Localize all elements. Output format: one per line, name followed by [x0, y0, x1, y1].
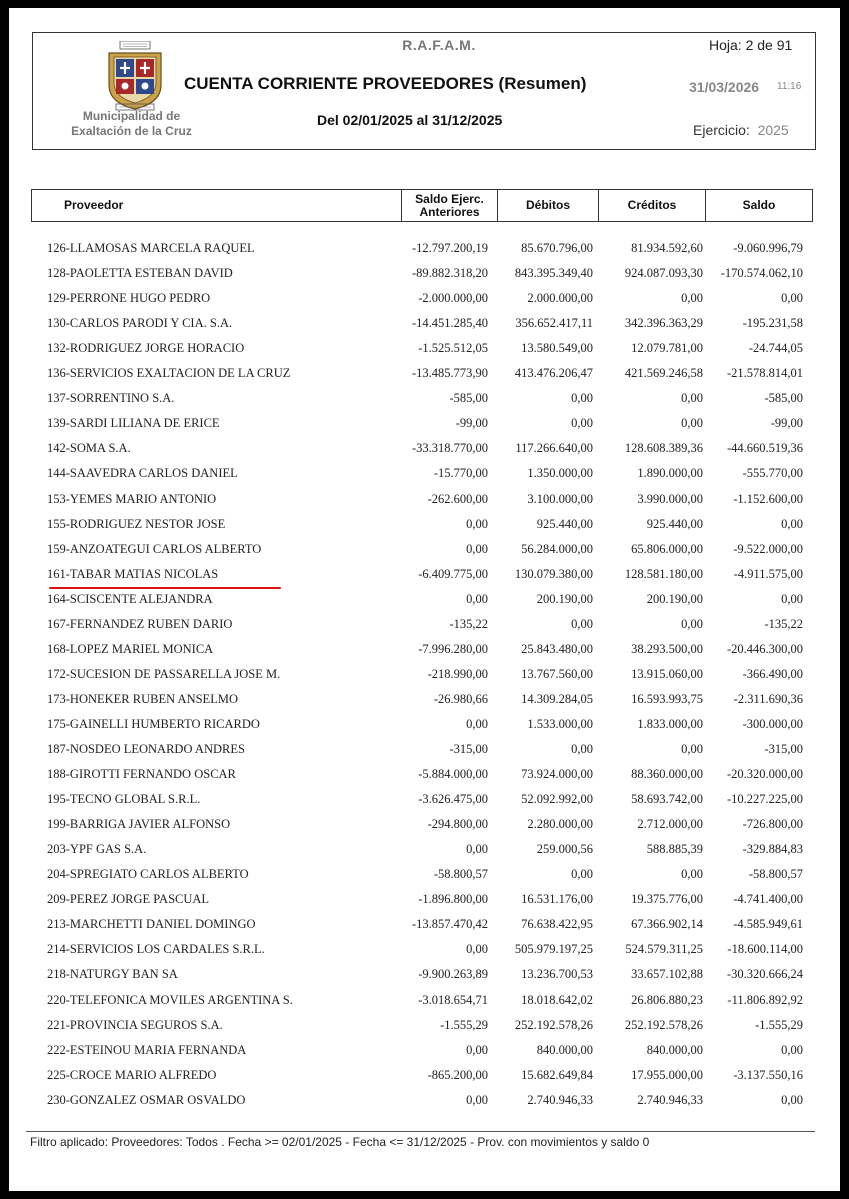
- supplier-name-cell: 144-SAAVEDRA CARLOS DANIEL: [47, 466, 238, 481]
- date-range: Del 02/01/2025 al 31/12/2025: [317, 112, 503, 128]
- previous-balance-cell: -1.555,29: [440, 1017, 488, 1032]
- previous-balance-cell: 0,00: [466, 516, 488, 531]
- supplier-name-cell: 221-PROVINCIA SEGUROS S.A.: [47, 1017, 223, 1032]
- table-row: [9, 466, 840, 491]
- debits-cell: 200.190,00: [536, 591, 593, 606]
- credits-cell: 0,00: [681, 867, 703, 882]
- debits-cell: 843.395.349,40: [514, 266, 593, 281]
- column-header-debitos: Débitos: [497, 189, 599, 222]
- supplier-name-cell: 225-CROCE MARIO ALFREDO: [47, 1067, 217, 1082]
- credits-cell: 924.087.093,30: [624, 266, 703, 281]
- debits-cell: 2.000.000,00: [527, 291, 593, 306]
- previous-balance-cell: -294.800,00: [427, 817, 488, 832]
- debits-cell: 413.476.206,47: [514, 366, 593, 381]
- supplier-name-cell: 199-BARRIGA JAVIER ALFONSO: [47, 817, 231, 832]
- previous-balance-cell: 0,00: [466, 942, 488, 957]
- balance-cell: 0,00: [781, 1042, 803, 1057]
- table-row: [9, 542, 840, 567]
- credits-cell: 2.740.946,33: [637, 1092, 703, 1107]
- credits-cell: 0,00: [681, 291, 703, 306]
- table-row: [9, 416, 840, 441]
- column-header-proveedor: Proveedor: [31, 189, 402, 222]
- credits-cell: 342.396.363,29: [624, 316, 703, 331]
- balance-cell: -135,22: [764, 616, 803, 631]
- debits-cell: 18.018.642,02: [521, 992, 593, 1007]
- credits-cell: 1.833.000,00: [637, 716, 703, 731]
- credits-cell: 13.915.060,00: [631, 666, 703, 681]
- report-title: CUENTA CORRIENTE PROVEEDORES (Resumen): [184, 74, 587, 93]
- balance-cell: -4.741.400,00: [733, 892, 803, 907]
- previous-balance-cell: -135,22: [449, 616, 488, 631]
- balance-cell: -20.446.300,00: [726, 641, 803, 656]
- balance-cell: 0,00: [781, 291, 803, 306]
- supplier-name-cell: 209-PEREZ JORGE PASCUAL: [47, 892, 210, 907]
- debits-cell: 1.350.000,00: [527, 466, 593, 481]
- table-row: [9, 316, 840, 341]
- supplier-name-cell: 204-SPREGIATO CARLOS ALBERTO: [47, 867, 249, 882]
- previous-balance-cell: -585,00: [449, 391, 488, 406]
- supplier-name-cell: 137-SORRENTINO S.A.: [47, 391, 175, 406]
- debits-cell: 16.531.176,00: [521, 892, 593, 907]
- table-row: [9, 366, 840, 391]
- previous-balance-cell: -6.409.775,00: [418, 566, 488, 581]
- balance-cell: -18.600.114,00: [727, 942, 803, 957]
- table-row: [9, 517, 840, 542]
- table-row: [9, 942, 840, 967]
- balance-cell: -10.227.225,00: [726, 792, 803, 807]
- balance-cell: -24.744,05: [748, 341, 803, 356]
- balance-cell: -9.522.000,00: [733, 541, 803, 556]
- credits-cell: 2.712.000,00: [637, 817, 703, 832]
- municipal-crest-logo: [106, 41, 164, 113]
- previous-balance-cell: -26.980,66: [433, 691, 488, 706]
- supplier-name-cell: 168-LOPEZ MARIEL MONICA: [47, 641, 214, 656]
- credits-cell: 588.885,39: [646, 842, 703, 857]
- previous-balance-cell: -3.626.475,00: [418, 792, 488, 807]
- balance-cell: -1.555,29: [755, 1017, 803, 1032]
- previous-balance-cell: 0,00: [466, 1092, 488, 1107]
- balance-cell: -726.800,00: [742, 817, 803, 832]
- balance-cell: -20.320.000,00: [726, 767, 803, 782]
- supplier-name-cell: 136-SERVICIOS EXALTACION DE LA CRUZ: [47, 366, 291, 381]
- page-number: Hoja: 2 de 91: [709, 37, 793, 53]
- fiscal-year: Ejercicio: 2025: [693, 122, 789, 138]
- previous-balance-cell: -3.018.654,71: [418, 992, 488, 1007]
- credits-cell: 0,00: [681, 391, 703, 406]
- supplier-name-cell: 214-SERVICIOS LOS CARDALES S.R.L.: [47, 942, 265, 957]
- balance-cell: -1.152.600,00: [733, 491, 803, 506]
- fiscal-year-value: 2025: [757, 122, 789, 138]
- table-row: [9, 717, 840, 742]
- previous-balance-cell: -5.884.000,00: [418, 767, 488, 782]
- credits-cell: 3.990.000,00: [637, 491, 703, 506]
- debits-cell: 13.580.549,00: [521, 341, 593, 356]
- credits-cell: 0,00: [681, 416, 703, 431]
- credits-cell: 0,00: [681, 742, 703, 756]
- credits-cell: 128.581.180,00: [624, 566, 703, 581]
- highlight-underline: [49, 587, 281, 589]
- debits-cell: 85.670.796,00: [521, 241, 593, 255]
- previous-balance-cell: -218.990,00: [427, 666, 488, 681]
- table-row: [9, 341, 840, 366]
- debits-cell: 117.266.640,00: [515, 441, 593, 456]
- supplier-name-cell: 218-NATURGY BAN SA: [47, 967, 178, 982]
- supplier-name-cell: 128-PAOLETTA ESTEBAN DAVID: [47, 266, 233, 281]
- balance-cell: -366.490,00: [742, 666, 803, 681]
- supplier-name-cell: 139-SARDI LILIANA DE ERICE: [47, 416, 220, 431]
- debits-cell: 56.284.000,00: [521, 541, 593, 556]
- table-row: [9, 667, 840, 692]
- credits-cell: 88.360.000,00: [631, 767, 703, 782]
- balance-cell: 0,00: [781, 591, 803, 606]
- supplier-name-cell: 130-CARLOS PARODI Y CIA. S.A.: [47, 316, 233, 331]
- credits-cell: 81.934.592,60: [631, 241, 703, 255]
- previous-balance-cell: 0,00: [466, 1042, 488, 1057]
- supplier-name-cell: 142-SOMA S.A.: [47, 441, 131, 456]
- balance-cell: -4.585.949,61: [733, 917, 803, 932]
- previous-balance-cell: -99,00: [455, 416, 488, 431]
- previous-balance-cell: -315,00: [449, 742, 488, 756]
- supplier-name-cell: 153-YEMES MARIO ANTONIO: [47, 491, 217, 506]
- debits-cell: 259.000,56: [536, 842, 593, 857]
- table-row: [9, 692, 840, 717]
- debits-cell: 2.740.946,33: [527, 1092, 593, 1107]
- table-row: [9, 842, 840, 867]
- balance-cell: -555.770,00: [742, 466, 803, 481]
- supplier-name-cell: 132-RODRIGUEZ JORGE HORACIO: [47, 341, 245, 356]
- balance-cell: -58.800,57: [748, 867, 803, 882]
- credits-cell: 19.375.776,00: [631, 892, 703, 907]
- credits-cell: 12.079.781,00: [631, 341, 703, 356]
- table-row: [9, 241, 840, 266]
- debits-cell: 76.638.422,95: [521, 917, 593, 932]
- debits-cell: 252.192.578,26: [514, 1017, 593, 1032]
- supplier-name-cell: 161-TABAR MATIAS NICOLAS: [47, 566, 219, 581]
- report-date: 31/03/2026: [689, 79, 760, 95]
- previous-balance-cell: -15.770,00: [433, 466, 488, 481]
- debits-cell: 0,00: [571, 742, 593, 756]
- debits-cell: 2.280.000,00: [527, 817, 593, 832]
- supplier-name-cell: 172-SUCESION DE PASSARELLA JOSE M.: [47, 666, 281, 681]
- table-row: [9, 993, 840, 1018]
- credits-cell: 200.190,00: [646, 591, 703, 606]
- debits-cell: 0,00: [571, 391, 593, 406]
- balance-cell: -21.578.814,01: [726, 366, 803, 381]
- balance-cell: -585,00: [764, 391, 803, 406]
- report-time: 11:16: [777, 81, 802, 92]
- balance-cell: -44.660.519,36: [726, 441, 803, 456]
- previous-balance-cell: -89.882.318,20: [411, 266, 488, 281]
- balance-cell: 0,00: [781, 1092, 803, 1107]
- table-row: [9, 592, 840, 617]
- supplier-name-cell: 195-TECNO GLOBAL S.R.L.: [47, 792, 201, 807]
- credits-cell: 840.000,00: [646, 1042, 703, 1057]
- column-header-saldo: Saldo: [705, 189, 813, 222]
- supplier-name-cell: 203-YPF GAS S.A.: [47, 842, 147, 857]
- debits-cell: 13.767.560,00: [521, 666, 593, 681]
- balance-cell: -315,00: [764, 742, 803, 756]
- credits-cell: 252.192.578,26: [624, 1017, 703, 1032]
- debits-cell: 25.843.480,00: [521, 641, 593, 656]
- debits-cell: 356.652.417,11: [515, 316, 593, 331]
- previous-balance-cell: 0,00: [466, 541, 488, 556]
- debits-cell: 14.309.284,05: [521, 691, 593, 706]
- previous-balance-cell: -13.485.773,90: [411, 366, 488, 381]
- balance-cell: -99,00: [770, 416, 803, 431]
- table-row: [9, 291, 840, 316]
- credits-cell: 17.955.000,00: [631, 1067, 703, 1082]
- report-page: [9, 8, 840, 1191]
- previous-balance-cell: -14.451.285,40: [411, 316, 488, 331]
- debits-cell: 15.682.649,84: [521, 1067, 593, 1082]
- previous-balance-cell: -7.996.280,00: [418, 641, 488, 656]
- table-row: [9, 792, 840, 817]
- previous-balance-cell: -12.797.200,19: [411, 241, 488, 255]
- debits-cell: 0,00: [571, 416, 593, 431]
- balance-cell: -9.060.996,79: [733, 241, 803, 255]
- table-row: [9, 492, 840, 517]
- supplier-name-cell: 129-PERRONE HUGO PEDRO: [47, 291, 211, 306]
- previous-balance-cell: -58.800,57: [433, 867, 488, 882]
- balance-cell: -170.574.062,10: [720, 266, 803, 281]
- previous-balance-cell: -9.900.263,89: [418, 967, 488, 982]
- column-header-creditos: Créditos: [598, 189, 706, 222]
- debits-cell: 0,00: [571, 867, 593, 882]
- balance-cell: -2.311.690,36: [733, 691, 803, 706]
- table-row: [9, 266, 840, 291]
- table-row: [9, 892, 840, 917]
- supplier-name-cell: 167-FERNANDEZ RUBEN DARIO: [47, 616, 233, 631]
- credits-cell: 38.293.500,00: [631, 641, 703, 656]
- balance-cell: -300.000,00: [742, 716, 803, 731]
- table-row: [9, 817, 840, 842]
- table-row: [9, 967, 840, 992]
- supplier-name-cell: 213-MARCHETTI DANIEL DOMINGO: [47, 917, 256, 932]
- supplier-name-cell: 222-ESTEINOU MARIA FERNANDA: [47, 1042, 247, 1057]
- credits-cell: 421.569.246,58: [624, 366, 703, 381]
- supplier-name-cell: 126-LLAMOSAS MARCELA RAQUEL: [47, 241, 255, 255]
- balance-cell: -11.806.892,92: [727, 992, 803, 1007]
- supplier-name-cell: 173-HONEKER RUBEN ANSELMO: [47, 691, 238, 706]
- table-row: [9, 767, 840, 792]
- column-header-saldo-anteriores: Saldo Ejerc. Anteriores: [401, 189, 498, 222]
- credits-cell: 65.806.000,00: [631, 541, 703, 556]
- table-row: [9, 642, 840, 667]
- debits-cell: 73.924.000,00: [521, 767, 593, 782]
- credits-cell: 58.693.742,00: [631, 792, 703, 807]
- debits-cell: 925.440,00: [536, 516, 593, 531]
- previous-balance-cell: 0,00: [466, 591, 488, 606]
- credits-cell: 33.657.102,88: [631, 967, 703, 982]
- balance-cell: -30.320.666,24: [726, 967, 803, 982]
- debits-cell: 52.092.992,00: [521, 792, 593, 807]
- debits-cell: 505.979.197,25: [514, 942, 593, 957]
- balance-cell: -4.911.575,00: [733, 566, 803, 581]
- previous-balance-cell: -2.000.000,00: [418, 291, 488, 306]
- credits-cell: 128.608.389,36: [624, 441, 703, 456]
- supplier-name-cell: 188-GIROTTI FERNANDO OSCAR: [47, 767, 236, 782]
- credits-cell: 925.440,00: [646, 516, 703, 531]
- municipality-name: Municipalidad de Exaltación de la Cruz: [71, 109, 192, 138]
- supplier-name-cell: 175-GAINELLI HUMBERTO RICARDO: [47, 716, 260, 731]
- footer-divider: [26, 1131, 815, 1132]
- debits-cell: 3.100.000,00: [527, 491, 593, 506]
- table-row: [9, 867, 840, 892]
- previous-balance-cell: -262.600,00: [427, 491, 488, 506]
- balance-cell: -3.137.550,16: [733, 1067, 803, 1082]
- supplier-name-cell: 230-GONZALEZ OSMAR OSVALDO: [47, 1092, 246, 1107]
- credits-cell: 67.366.902,14: [631, 917, 703, 932]
- table-row: [9, 917, 840, 942]
- supplier-name-cell: 155-RODRIGUEZ NESTOR JOSE: [47, 516, 226, 531]
- previous-balance-cell: 0,00: [466, 716, 488, 731]
- system-name: R.A.F.A.M.: [402, 37, 476, 53]
- table-row: [9, 1018, 840, 1043]
- debits-cell: 840.000,00: [536, 1042, 593, 1057]
- table-row: [9, 441, 840, 466]
- debits-cell: 13.236.700,53: [521, 967, 593, 982]
- credits-cell: 16.593.993,75: [631, 691, 703, 706]
- debits-cell: 1.533.000,00: [527, 716, 593, 731]
- supplier-name-cell: 159-ANZOATEGUI CARLOS ALBERTO: [47, 541, 262, 556]
- previous-balance-cell: -13.857.470,42: [411, 917, 488, 932]
- supplier-name-cell: 164-SCISCENTE ALEJANDRA: [47, 591, 213, 606]
- applied-filter-text: Filtro aplicado: Proveedores: Todos . Fecha >= 02/01/2025 - Fecha <= 31/12/2025 - Prov. con movimientos y saldo 0: [30, 1135, 650, 1149]
- previous-balance-cell: 0,00: [466, 842, 488, 857]
- table-row: [9, 1068, 840, 1093]
- balance-cell: -329.884,83: [742, 842, 803, 857]
- credits-cell: 524.579.311,25: [625, 942, 703, 957]
- supplier-name-cell: 220-TELEFONICA MOVILES ARGENTINA S.: [47, 992, 293, 1007]
- credits-cell: 0,00: [681, 616, 703, 631]
- credits-cell: 26.806.880,23: [631, 992, 703, 1007]
- table-row: [9, 1043, 840, 1068]
- table-row: [9, 617, 840, 642]
- previous-balance-cell: -865.200,00: [427, 1067, 488, 1082]
- supplier-name-cell: 187-NOSDEO LEONARDO ANDRES: [47, 742, 245, 756]
- credits-cell: 1.890.000,00: [637, 466, 703, 481]
- balance-cell: -195.231,58: [742, 316, 803, 331]
- debits-cell: 0,00: [571, 616, 593, 631]
- previous-balance-cell: -1.896.800,00: [418, 892, 488, 907]
- debits-cell: 130.079.380,00: [514, 566, 593, 581]
- previous-balance-cell: -1.525.512,05: [418, 341, 488, 356]
- previous-balance-cell: -33.318.770,00: [411, 441, 488, 456]
- table-row: [9, 742, 840, 767]
- table-row: [9, 1093, 840, 1118]
- table-row: [9, 391, 840, 416]
- balance-cell: 0,00: [781, 516, 803, 531]
